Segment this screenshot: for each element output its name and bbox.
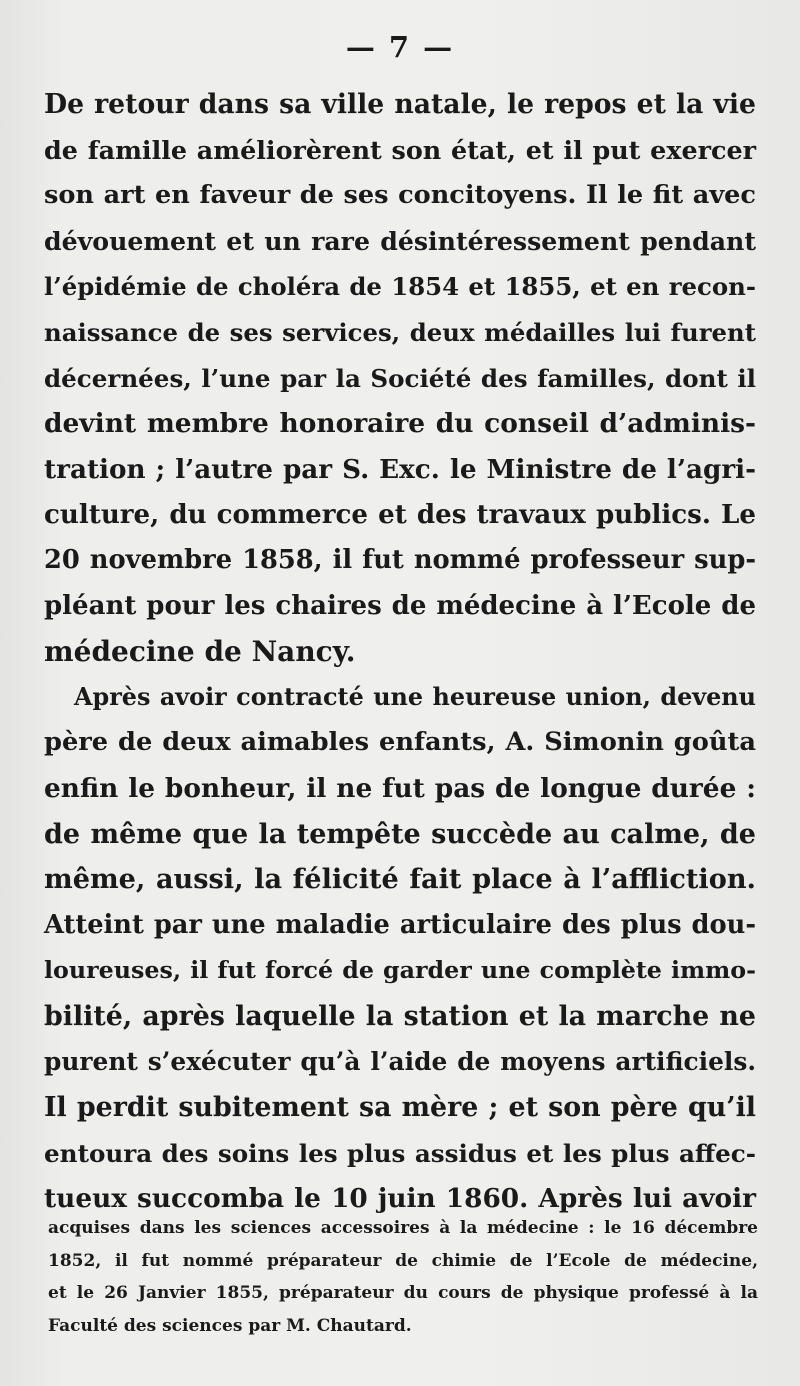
body-line: devint membre honoraire du conseil d’adminis-: [44, 408, 756, 440]
body-line: enfin le bonheur, il ne fut pas de longue durée :: [44, 772, 756, 804]
body-line: entoura des soins les plus assidus et les plus affec-: [44, 1138, 756, 1168]
footnote-line: 1852, il fut nommé préparateur de chimie de l’Ecole de médecine,: [48, 1250, 758, 1271]
footnote-line: et le 26 Janvier 1855, préparateur du cours de physique professé à la: [48, 1283, 758, 1303]
body-line: De retour dans sa ville natale, le repos et la vie: [44, 89, 756, 120]
body-line: Atteint par une maladie articulaire des plus dou-: [44, 909, 756, 940]
body-line: loureuses, il fut forcé de garder une complète immo-: [44, 956, 756, 985]
body-line: pléant pour les chaires de médecine à l’Ecole de: [44, 590, 756, 621]
body-line: tration ; l’autre par S. Exc. le Ministre de l’agri-: [44, 453, 756, 485]
body-line: naissance de ses services, deux médailles lui furent: [44, 317, 756, 347]
body-line: culture, du commerce et des travaux publics. Le: [44, 499, 756, 531]
body-line: père de deux aimables enfants, A. Simonin goûta: [44, 727, 756, 758]
body-text: [44, 82, 756, 1222]
body-line: Il perdit subitement sa mère ; et son père qu’il: [44, 1092, 756, 1124]
body-line: 20 novembre 1858, il fut nommé professeur sup-: [44, 544, 756, 575]
body-line: de même que la tempête succède au calme, de: [44, 818, 756, 850]
body-line: médecine de Nancy.: [44, 635, 356, 669]
body-line: Après avoir contracté une heureuse union, devenu: [74, 682, 756, 711]
body-line: l’épidémie de choléra de 1854 et 1855, et en recon-: [44, 272, 756, 302]
body-line: décernées, l’une par la Société des familles, dont il: [44, 363, 756, 393]
page-number: — 7 —: [345, 30, 455, 64]
body-line: son art en faveur de ses concitoyens. Il le fit avec: [44, 180, 756, 211]
body-line: même, aussi, la félicité fait place à l’affliction.: [44, 864, 756, 896]
body-line: purent s’exécuter qu’à l’aide de moyens artificiels.: [44, 1047, 756, 1077]
footnote-line: acquises dans les sciences accessoires à la médecine : le 16 décembre: [48, 1218, 758, 1238]
footnote: [48, 1212, 758, 1342]
body-line: bilité, après laquelle la station et la marche ne: [44, 1000, 756, 1032]
body-line: dévouement et un rare désintéressement pendant: [44, 225, 756, 256]
body-line: de famille améliorèrent son état, et il put exercer: [44, 134, 756, 165]
footnote-line: Faculté des sciences par M. Chautard.: [48, 1315, 412, 1336]
body-line: tueux succomba le 10 juin 1860. Après lui avoir: [44, 1183, 756, 1215]
